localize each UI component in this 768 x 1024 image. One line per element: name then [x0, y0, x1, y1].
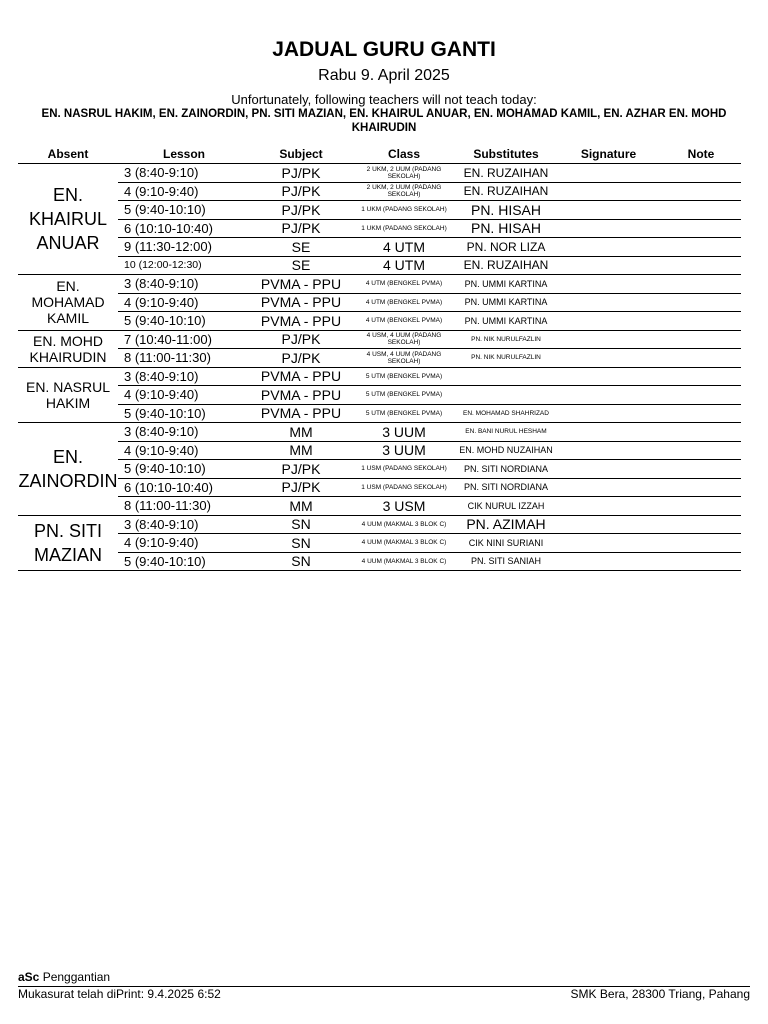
subject-cell: PJ/PK: [250, 460, 352, 479]
signature-cell: [556, 275, 661, 294]
class-cell: 4 UTM: [352, 256, 456, 275]
substitute-cell: EN. MOHAMAD SHAHRIZAD: [456, 404, 556, 423]
substitute-cell: PN. NIK NURULFAZLIN: [456, 349, 556, 368]
class-cell: 1 UKM (PADANG SEKOLAH): [352, 219, 456, 238]
subject-cell: SE: [250, 256, 352, 275]
signature-cell: [556, 460, 661, 479]
lesson-cell: 4 (9:10-9:40): [118, 534, 250, 553]
subject-cell: MM: [250, 423, 352, 442]
subject-cell: MM: [250, 497, 352, 516]
lesson-cell: 5 (9:40-10:10): [118, 460, 250, 479]
substitute-cell: PN. UMMI KARTINA: [456, 312, 556, 331]
subject-cell: PJ/PK: [250, 201, 352, 220]
table-row: [18, 238, 741, 257]
note-cell: [661, 367, 741, 386]
class-cell: 2 UKM, 2 UUM (PADANG SEKOLAH): [352, 182, 456, 201]
table-row: [18, 293, 741, 312]
subject-cell: MM: [250, 441, 352, 460]
substitute-cell: PN. AZIMAH: [456, 515, 556, 534]
table-row: [18, 552, 741, 571]
document-date: Rabu 9. April 2025: [318, 67, 450, 84]
table-row: [18, 182, 741, 201]
lesson-cell: 9 (11:30-12:00): [118, 238, 250, 257]
note-cell: [661, 497, 741, 516]
class-cell: 1 USM (PADANG SEKOLAH): [352, 478, 456, 497]
substitute-cell: EN. MOHD NUZAIHAN: [456, 441, 556, 460]
substitute-cell: PN. UMMI KARTINA: [456, 275, 556, 294]
note-cell: [661, 386, 741, 405]
signature-cell: [556, 515, 661, 534]
note-cell: [661, 515, 741, 534]
note-cell: [661, 201, 741, 220]
subject-cell: PVMA - PPU: [250, 293, 352, 312]
table-row: [18, 256, 741, 275]
lesson-cell: 3 (8:40-9:10): [118, 423, 250, 442]
table-header-row: [18, 144, 741, 164]
column-header-signature: Signature: [556, 144, 661, 164]
column-header-class: Class: [352, 144, 456, 164]
table-row: [18, 201, 741, 220]
signature-cell: [556, 312, 661, 331]
note-cell: [661, 478, 741, 497]
lesson-cell: 5 (9:40-10:10): [118, 552, 250, 571]
table-row: [18, 404, 741, 423]
signature-cell: [556, 201, 661, 220]
signature-cell: [556, 423, 661, 442]
subject-cell: PVMA - PPU: [250, 367, 352, 386]
lesson-cell: 6 (10:10-10:40): [118, 219, 250, 238]
signature-cell: [556, 349, 661, 368]
intro-text: Unfortunately, following teachers will not teach today:: [231, 92, 537, 107]
subject-cell: SN: [250, 552, 352, 571]
signature-cell: [556, 404, 661, 423]
absent-teachers-list: EN. NASRUL HAKIM, EN. ZAINORDIN, PN. SITI MAZIAN, EN. KHAIRUL ANUAR, EN. MOHAMAD KAMIL, EN. AZHAR EN. MOHD KHAIRUDIN: [41, 108, 727, 134]
subject-cell: PJ/PK: [250, 182, 352, 201]
substitute-cell: EN. BANI NURUL HESHAM: [456, 423, 556, 442]
note-cell: [661, 275, 741, 294]
table-row: [18, 497, 741, 516]
subject-cell: PJ/PK: [250, 478, 352, 497]
lesson-cell: 3 (8:40-9:10): [118, 164, 250, 183]
subject-cell: PJ/PK: [250, 349, 352, 368]
signature-cell: [556, 164, 661, 183]
lesson-cell: 3 (8:40-9:10): [118, 515, 250, 534]
lesson-cell: 3 (8:40-9:10): [118, 275, 250, 294]
signature-cell: [556, 478, 661, 497]
class-cell: 4 USM, 4 UUM (PADANG SEKOLAH): [352, 349, 456, 368]
lesson-cell: 5 (9:40-10:10): [118, 201, 250, 220]
class-cell: 4 UTM (BENGKEL PVMA): [352, 275, 456, 294]
signature-cell: [556, 552, 661, 571]
table-row: [18, 423, 741, 442]
class-cell: 4 UTM: [352, 238, 456, 257]
signature-cell: [556, 367, 661, 386]
subject-cell: PVMA - PPU: [250, 386, 352, 405]
table-row: [18, 515, 741, 534]
signature-cell: [556, 182, 661, 201]
class-cell: 4 UTM (BENGKEL PVMA): [352, 312, 456, 331]
class-cell: 2 UKM, 2 UUM (PADANG SEKOLAH): [352, 164, 456, 183]
note-cell: [661, 182, 741, 201]
class-cell: 3 UUM: [352, 441, 456, 460]
substitute-cell: [456, 386, 556, 405]
subject-cell: PJ/PK: [250, 330, 352, 349]
note-cell: [661, 164, 741, 183]
absent-teacher-cell: EN. KHAIRUL ANUAR: [18, 164, 118, 275]
class-cell: 4 UUM (MAKMAL 3 BLOK C): [352, 515, 456, 534]
lesson-cell: 8 (11:00-11:30): [118, 349, 250, 368]
absent-teacher-cell: EN. MOHAMAD KAMIL: [18, 275, 118, 331]
substitute-cell: PN. NIK NURULFAZLIN: [456, 330, 556, 349]
substitute-cell: PN. SITI NORDIANA: [456, 478, 556, 497]
subject-cell: PJ/PK: [250, 164, 352, 183]
table-row: [18, 386, 741, 405]
subject-cell: PVMA - PPU: [250, 404, 352, 423]
note-cell: [661, 219, 741, 238]
column-header-substitutes: Substitutes: [456, 144, 556, 164]
lesson-cell: 5 (9:40-10:10): [118, 404, 250, 423]
table-row: [18, 460, 741, 479]
class-cell: 4 UTM (BENGKEL PVMA): [352, 293, 456, 312]
signature-cell: [556, 219, 661, 238]
substitute-cell: PN. UMMI KARTINA: [456, 293, 556, 312]
footer-print-info: Mukasurat telah diPrint: 9.4.2025 6:52: [18, 987, 221, 1001]
subject-cell: PJ/PK: [250, 219, 352, 238]
absent-teacher-cell: PN. SITI MAZIAN: [18, 515, 118, 571]
table-row: [18, 312, 741, 331]
column-header-note: Note: [661, 144, 741, 164]
lesson-cell: 4 (9:10-9:40): [118, 182, 250, 201]
lesson-cell: 8 (11:00-11:30): [118, 497, 250, 516]
table-row: [18, 441, 741, 460]
lesson-cell: 4 (9:10-9:40): [118, 293, 250, 312]
note-cell: [661, 552, 741, 571]
note-cell: [661, 423, 741, 442]
substitute-cell: [456, 367, 556, 386]
substitute-cell: PN. SITI SANIAH: [456, 552, 556, 571]
note-cell: [661, 256, 741, 275]
class-cell: 1 UKM (PADANG SEKOLAH): [352, 201, 456, 220]
lesson-cell: 4 (9:10-9:40): [118, 441, 250, 460]
note-cell: [661, 238, 741, 257]
class-cell: 4 UUM (MAKMAL 3 BLOK C): [352, 534, 456, 553]
absent-teacher-cell: EN. MOHD KHAIRUDIN: [18, 330, 118, 367]
lesson-cell: 7 (10:40-11:00): [118, 330, 250, 349]
class-cell: 3 UUM: [352, 423, 456, 442]
lesson-cell: 3 (8:40-9:10): [118, 367, 250, 386]
subject-cell: SE: [250, 238, 352, 257]
class-cell: 4 USM, 4 UUM (PADANG SEKOLAH): [352, 330, 456, 349]
note-cell: [661, 460, 741, 479]
lesson-cell: 5 (9:40-10:10): [118, 312, 250, 331]
class-cell: 5 UTM (BENGKEL PVMA): [352, 367, 456, 386]
note-cell: [661, 330, 741, 349]
subject-cell: PVMA - PPU: [250, 275, 352, 294]
signature-cell: [556, 256, 661, 275]
document-title: JADUAL GURU GANTI: [272, 38, 496, 61]
subject-cell: PVMA - PPU: [250, 312, 352, 331]
app-brand: aSc: [18, 970, 40, 984]
table-row: [18, 478, 741, 497]
substitute-cell: CIK NINI SURIANI: [456, 534, 556, 553]
note-cell: [661, 441, 741, 460]
signature-cell: [556, 293, 661, 312]
substitute-cell: PN. HISAH: [456, 219, 556, 238]
lesson-cell: 10 (12:00-12:30): [118, 256, 250, 275]
table-row: [18, 367, 741, 386]
substitution-table: [18, 144, 741, 571]
table-body: [18, 164, 741, 571]
lesson-cell: 4 (9:10-9:40): [118, 386, 250, 405]
table-row: [18, 219, 741, 238]
class-cell: 1 USM (PADANG SEKOLAH): [352, 460, 456, 479]
note-cell: [661, 312, 741, 331]
class-cell: 4 UUM (MAKMAL 3 BLOK C): [352, 552, 456, 571]
subject-cell: SN: [250, 515, 352, 534]
note-cell: [661, 404, 741, 423]
column-header-lesson: Lesson: [118, 144, 250, 164]
table-row: [18, 164, 741, 183]
substitute-cell: EN. RUZAIHAN: [456, 164, 556, 183]
signature-cell: [556, 534, 661, 553]
substitute-cell: PN. HISAH: [456, 201, 556, 220]
substitute-cell: PN. SITI NORDIANA: [456, 460, 556, 479]
class-cell: 3 USM: [352, 497, 456, 516]
table-row: [18, 275, 741, 294]
column-header-absent: Absent: [18, 144, 118, 164]
substitute-cell: EN. RUZAIHAN: [456, 256, 556, 275]
note-cell: [661, 349, 741, 368]
signature-cell: [556, 386, 661, 405]
signature-cell: [556, 238, 661, 257]
signature-cell: [556, 497, 661, 516]
class-cell: 5 UTM (BENGKEL PVMA): [352, 386, 456, 405]
substitute-cell: CIK NURUL IZZAH: [456, 497, 556, 516]
absent-teacher-cell: EN. NASRUL HAKIM: [18, 367, 118, 423]
column-header-subject: Subject: [250, 144, 352, 164]
substitute-cell: EN. RUZAIHAN: [456, 182, 556, 201]
note-cell: [661, 293, 741, 312]
lesson-cell: 6 (10:10-10:40): [118, 478, 250, 497]
footer-app-label: [18, 970, 110, 984]
table-row: [18, 349, 741, 368]
subject-cell: SN: [250, 534, 352, 553]
footer-school: SMK Bera, 28300 Triang, Pahang: [570, 987, 750, 1001]
class-cell: 5 UTM (BENGKEL PVMA): [352, 404, 456, 423]
table-row: [18, 534, 741, 553]
table-row: [18, 330, 741, 349]
signature-cell: [556, 330, 661, 349]
app-name: Penggantian: [42, 970, 111, 984]
note-cell: [661, 534, 741, 553]
substitute-cell: PN. NOR LIZA: [456, 238, 556, 257]
absent-teacher-cell: EN. ZAINORDIN: [18, 423, 118, 516]
signature-cell: [556, 441, 661, 460]
